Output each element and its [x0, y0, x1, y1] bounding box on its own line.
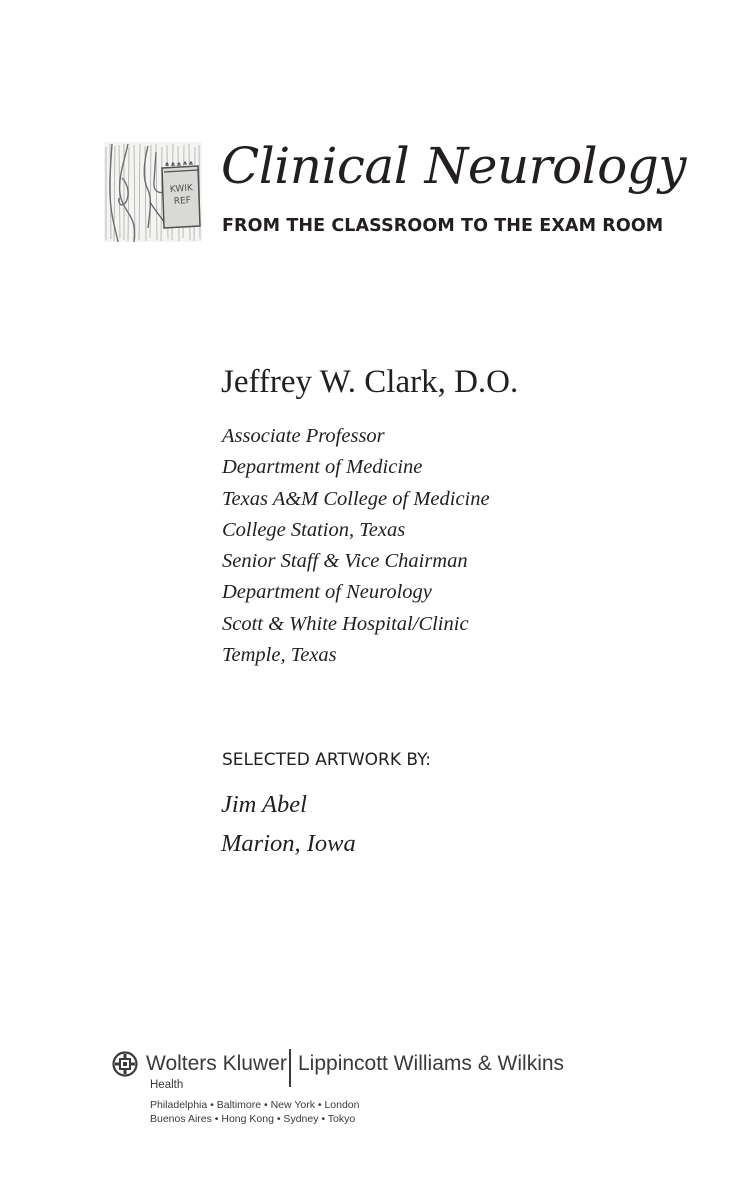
publisher-division: Health [150, 1079, 184, 1091]
artist-name: Jim Abel [221, 791, 307, 818]
affiliation-line: College Station, Texas [222, 518, 406, 541]
author-affiliations [222, 421, 490, 671]
affiliation-line: Associate Professor [222, 425, 385, 447]
author-name: Jeffrey W. Clark, D.O. [221, 364, 519, 400]
affiliation-line: Temple, Texas [222, 644, 337, 667]
book-title: Clinical Neurology [221, 137, 687, 195]
kwik-ref-sketch-icon [104, 142, 202, 242]
affiliation-line: Texas A&M College of Medicine [222, 487, 490, 510]
book-subtitle: FROM THE CLASSROOM TO THE EXAM ROOM [222, 216, 664, 236]
artwork-credit-heading: SELECTED ARTWORK BY: [222, 750, 431, 770]
svg-text:REF: REF [173, 195, 192, 207]
svg-text:KWIK: KWIK [169, 183, 194, 195]
affiliation-line: Department of Neurology [222, 581, 432, 604]
publisher-parent-name: Wolters Kluwer [146, 1052, 287, 1075]
publisher-divider [289, 1049, 291, 1087]
wolters-kluwer-logo-icon [112, 1051, 138, 1077]
publisher-block [112, 1049, 582, 1129]
artist-location: Marion, Iowa [221, 830, 356, 857]
affiliation-line: Scott & White Hospital/Clinic [222, 612, 469, 635]
affiliation-line: Senior Staff & Vice Chairman [222, 550, 468, 573]
affiliation-line: Department of Medicine [222, 456, 423, 479]
publisher-cities-line: Philadelphia • Baltimore • New York • London [150, 1099, 360, 1111]
publisher-cities-line: Buenos Aires • Hong Kong • Sydney • Tokyo [150, 1113, 356, 1125]
publisher-imprint-name: Lippincott Williams & Wilkins [298, 1052, 565, 1075]
